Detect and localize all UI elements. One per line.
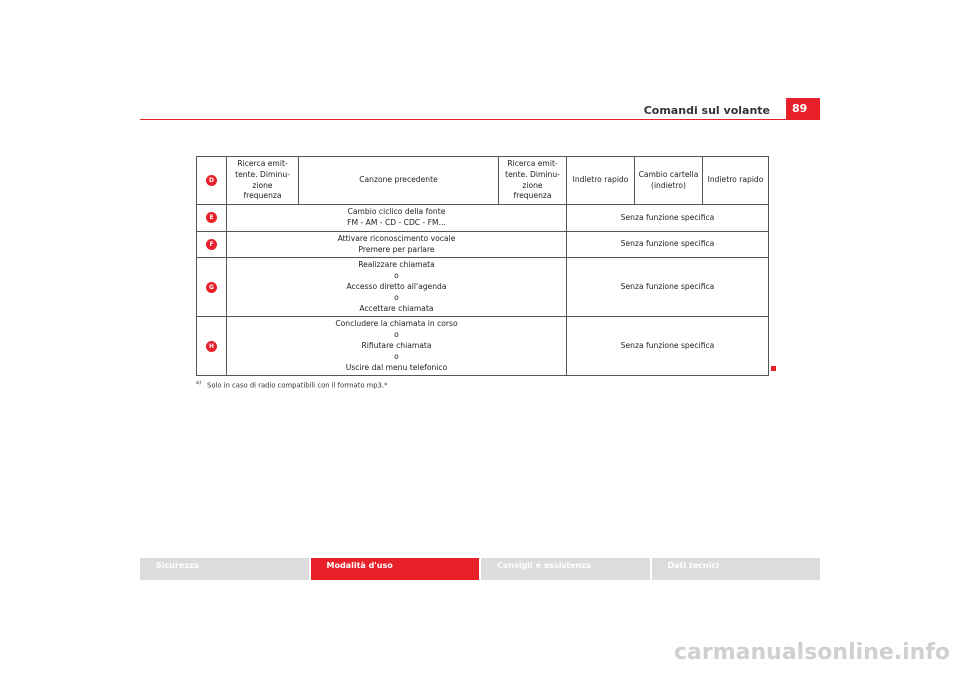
footnote xyxy=(196,380,387,389)
footer-tab-modalita-uso[interactable]: Modalità d'uso xyxy=(311,558,480,580)
watermark: carmanualsonline.info xyxy=(674,640,950,665)
table-cell xyxy=(227,231,567,258)
footer-nav xyxy=(140,558,820,580)
row-key-cell xyxy=(197,157,227,205)
row-key-cell xyxy=(197,317,227,376)
table-cell xyxy=(227,157,299,205)
cell-text: Senza funzione specifica xyxy=(620,281,715,291)
footer-tab-sicurezza[interactable]: Sicurezza xyxy=(140,558,309,580)
table-cell xyxy=(635,157,703,205)
cell-text: Attivare riconoscimento vocale Premere per parlare xyxy=(337,233,456,254)
table-cell xyxy=(567,317,769,376)
table-row xyxy=(197,231,769,258)
key-badge: F xyxy=(206,239,217,250)
footnote-text: Solo in caso di radio compatibili con il formato mp3.* xyxy=(207,381,388,390)
cell-text: Indietro rapido xyxy=(707,175,764,185)
key-badge: H xyxy=(206,341,217,352)
key-badge: D xyxy=(206,175,217,186)
table-cell xyxy=(703,157,769,205)
cell-text: Senza funzione specifica xyxy=(620,340,715,350)
table-row xyxy=(197,317,769,376)
cell-text: Ricerca emit- tente. Diminu- zione frequenza xyxy=(235,159,290,201)
table-cell xyxy=(567,231,769,258)
cell-text: Concludere la chiamata in corso o Rifiutare chiamata o Uscire dal menu telefonico xyxy=(335,319,458,372)
cell-text: Realizzare chiamata o Accesso diretto all'agenda o Accettare chiamata xyxy=(346,260,447,313)
section-end-marker xyxy=(771,366,776,371)
cell-text: Cambio cartella (indietro) xyxy=(638,169,699,190)
page-number: 89 xyxy=(786,98,820,119)
cell-text: Senza funzione specifica xyxy=(620,239,715,249)
table-cell xyxy=(567,205,769,232)
table-cell xyxy=(299,157,499,205)
table-cell xyxy=(227,258,567,317)
table-cell xyxy=(227,205,567,232)
key-badge: G xyxy=(206,282,217,293)
row-key-cell xyxy=(197,231,227,258)
table-cell xyxy=(567,258,769,317)
header-divider xyxy=(140,119,820,120)
row-key-cell xyxy=(197,258,227,317)
footer-tab-dati-tecnici[interactable]: Dati tecnici xyxy=(652,558,821,580)
table-cell xyxy=(227,317,567,376)
table-row xyxy=(197,258,769,317)
cell-text: Ricerca emit- tente. Diminu- zione frequenza xyxy=(505,159,560,201)
footnote-marker: a) xyxy=(196,380,202,386)
cell-text: Indietro rapido xyxy=(572,175,629,185)
row-key-cell xyxy=(197,205,227,232)
cell-text: Cambio ciclico della fonte FM - AM - CD - CDC - FM... xyxy=(347,207,446,227)
footer-tab-consigli-assistenza[interactable]: Consigli e assistenza xyxy=(481,558,650,580)
page-title: Comandi sul volante xyxy=(643,104,770,117)
controls-table xyxy=(196,156,769,376)
key-badge: E xyxy=(206,212,217,223)
table-cell xyxy=(499,157,567,205)
cell-text: Senza funzione specifica xyxy=(620,212,715,222)
table-header-row xyxy=(197,157,769,205)
table-row xyxy=(197,205,769,232)
cell-text: Canzone precedente xyxy=(359,175,438,185)
table-cell xyxy=(567,157,635,205)
